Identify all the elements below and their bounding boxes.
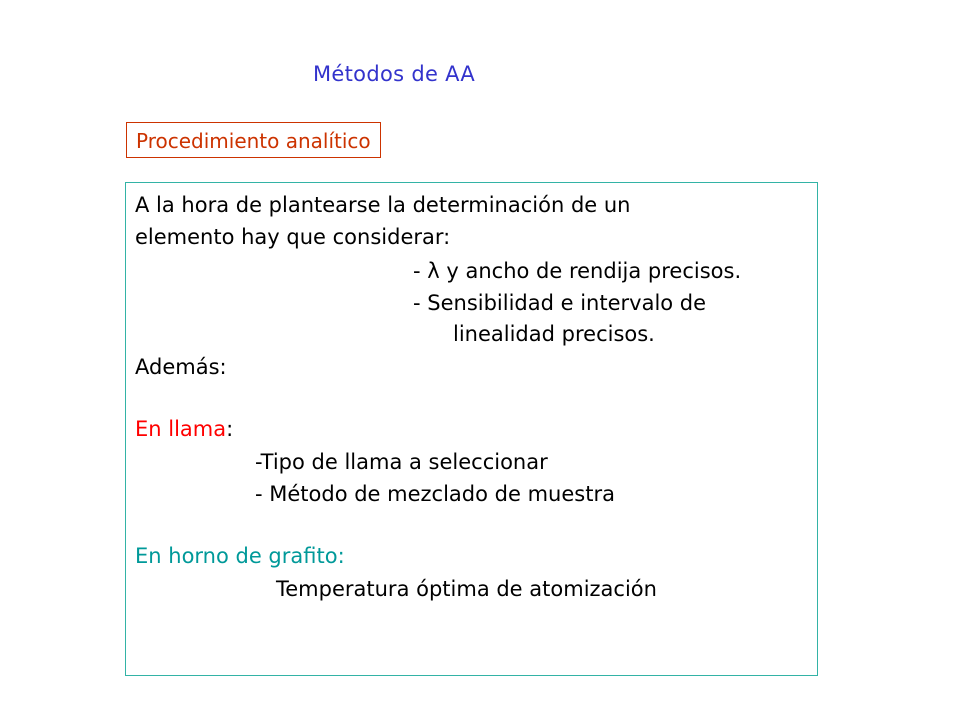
slide-title: Métodos de AA xyxy=(313,62,476,86)
llama-heading xyxy=(135,414,233,444)
item-1-dash: - xyxy=(413,259,428,283)
llama-item-1: -Tipo de llama a seleccionar xyxy=(255,450,548,474)
ademas-label: Además: xyxy=(135,355,227,379)
consideration-item-1 xyxy=(413,256,741,286)
consideration-item-2-line-1: - Sensibilidad e intervalo de xyxy=(413,291,707,315)
item-1-text: y ancho de rendija precisos. xyxy=(439,259,742,283)
llama-label: En llama xyxy=(135,417,227,441)
subtitle-box: Procedimiento analítico xyxy=(126,122,381,158)
intro-line-2: elemento hay que considerar: xyxy=(135,225,451,249)
horno-item-1: Temperatura óptima de atomización xyxy=(276,577,657,601)
llama-colon: : xyxy=(226,417,234,441)
horno-heading: En horno de grafito: xyxy=(135,544,345,568)
intro-line-1: A la hora de plantearse la determinación de un xyxy=(135,193,631,217)
llama-item-2: - Método de mezclado de muestra xyxy=(255,482,615,506)
consideration-item-2-line-2: linealidad precisos. xyxy=(453,322,655,346)
lambda-symbol: λ xyxy=(427,259,440,283)
